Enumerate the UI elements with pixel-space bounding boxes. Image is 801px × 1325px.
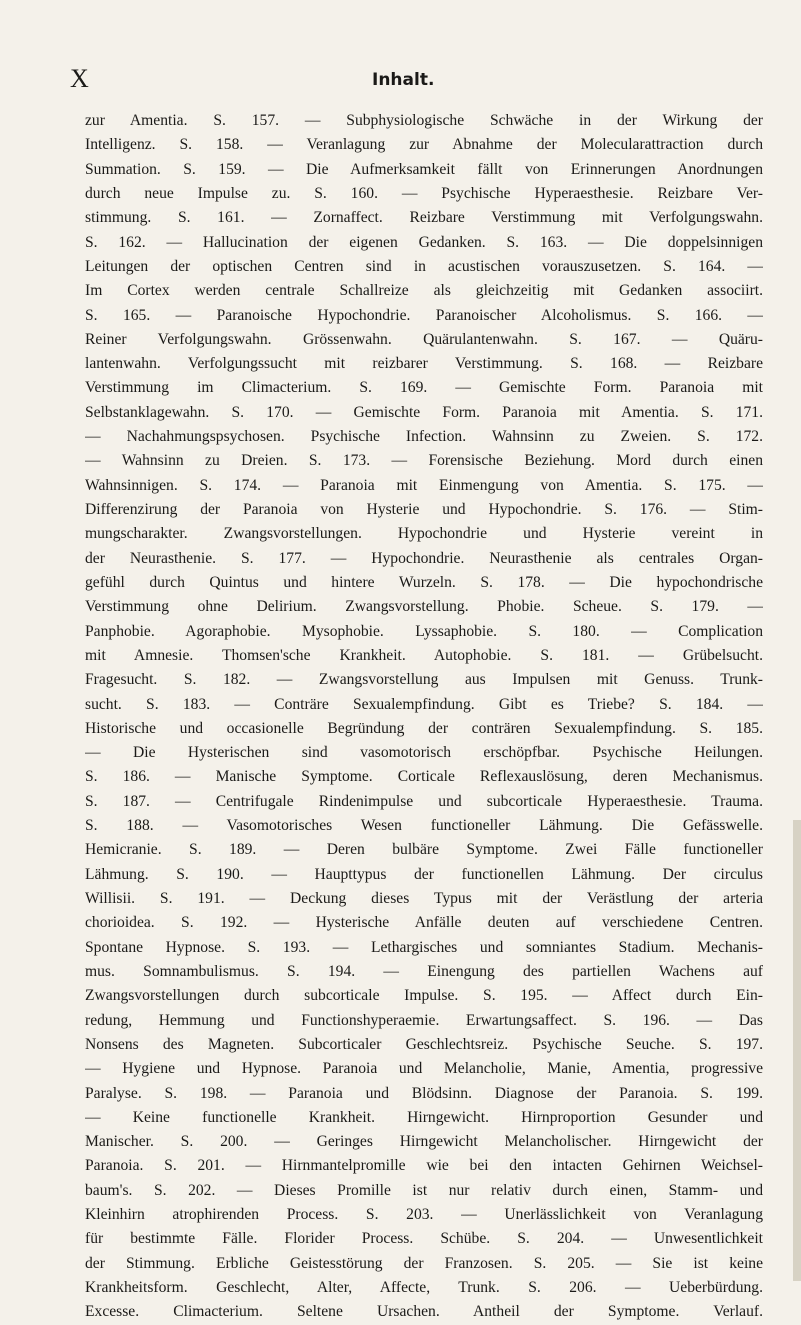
text-line: redung, Hemmung und Functionshyperaemie. Erwartungsaffect. S. 196. — Das bbox=[85, 1011, 763, 1029]
text-line: mus. Somnambulismus. S. 194. — Einengung des partiellen Wachens auf bbox=[85, 962, 763, 980]
text-line: Manischer. S. 200. — Geringes Hirngewicht Melancholischer. Hirngewicht der bbox=[85, 1133, 763, 1151]
text-line: der Neurasthenie. S. 177. — Hypochondrie. Neurasthenie als centrales Organ- bbox=[85, 549, 763, 567]
running-title: Inhalt. bbox=[372, 70, 435, 90]
text-line: Reiner Verfolgungswahn. Grössenwahn. Quärulantenwahn. S. 167. — Quäru- bbox=[85, 330, 763, 348]
text-line: Spontane Hypnose. S. 193. — Lethargisches und somniantes Stadium. Mechanis- bbox=[85, 938, 763, 956]
text-line: baum's. S. 202. — Dieses Promille ist nur relativ durch einen, Stamm- und bbox=[85, 1181, 763, 1199]
text-line: S. 162. — Hallucination der eigenen Gedanken. S. 163. — Die doppelsinnigen bbox=[85, 233, 763, 251]
text-line: Differenzirung der Paranoia von Hysterie und Hypochondrie. S. 176. — Stim- bbox=[85, 501, 763, 518]
text-line: zur Amentia. S. 157. — Subphysiologische Schwäche in der Wirkung der bbox=[85, 112, 763, 129]
text-line: Verstimmung ohne Delirium. Zwangsvorstellung. Phobie. Scheue. S. 179. — bbox=[85, 598, 763, 616]
text-line: — Die Hysterischen sind vasomotorisch erschöpfbar. Psychische Heilungen. bbox=[85, 744, 763, 762]
text-line: Verstimmung im Climacterium. S. 169. — Gemischte Form. Paranoia mit bbox=[85, 379, 763, 397]
text-line: Kleinhirn atrophirenden Process. S. 203. — Unerlässlichkeit von Veranlagung bbox=[85, 1206, 763, 1224]
text-line: Fragesucht. S. 182. — Zwangsvorstellung aus Impulsen mit Genuss. Trunk- bbox=[85, 671, 763, 689]
text-line: S. 187. — Centrifugale Rindenimpulse und subcorticale Hyperaesthesie. Trauma. bbox=[85, 792, 763, 810]
text-line: Excesse. Climacterium. Seltene Ursachen. Antheil der Symptome. Verlauf. bbox=[85, 1303, 763, 1321]
text-line: Paranoia. S. 201. — Hirnmantelpromille wie bei den intacten Gehirnen Weichsel- bbox=[85, 1157, 763, 1175]
text-line: — Wahnsinn zu Dreien. S. 173. — Forensische Beziehung. Mord durch einen bbox=[85, 452, 763, 470]
text-line: sucht. S. 183. — Conträre Sexualempfindung. Gibt es Triebe? S. 184. — bbox=[85, 695, 763, 713]
text-line: Paralyse. S. 198. — Paranoia und Blödsinn. Diagnose der Paranoia. S. 199. bbox=[85, 1084, 763, 1102]
text-line: durch neue Impulse zu. S. 160. — Psychische Hyperaesthesie. Reizbare Ver- bbox=[85, 184, 763, 202]
text-line: mit Amnesie. Thomsen'sche Krankheit. Autophobie. S. 181. — Grübelsucht. bbox=[85, 646, 763, 664]
text-line: Summation. S. 159. — Die Aufmerksamkeit fällt von Erinnerungen Anordnungen bbox=[85, 160, 763, 178]
text-line: S. 186. — Manische Symptome. Corticale Reflexauslösung, deren Mechanismus. bbox=[85, 768, 763, 786]
page-number: X bbox=[70, 64, 90, 93]
text-line: Wahnsinnigen. S. 174. — Paranoia mit Einmengung von Amentia. S. 175. — bbox=[85, 476, 763, 494]
text-line: lantenwahn. Verfolgungssucht mit reizbarer Verstimmung. S. 168. — Reizbare bbox=[85, 355, 763, 373]
text-line: Panphobie. Agoraphobie. Mysophobie. Lyssaphobie. S. 180. — Complication bbox=[85, 622, 763, 640]
text-line: Willisii. S. 191. — Deckung dieses Typus mit der Verästlung der arteria bbox=[85, 890, 763, 907]
page-header bbox=[0, 64, 801, 94]
text-line: chorioidea. S. 192. — Hysterische Anfälle deuten auf verschiedene Centren. bbox=[85, 914, 763, 932]
text-line: — Keine functionelle Krankheit. Hirngewicht. Hirnproportion Gesunder und bbox=[85, 1108, 763, 1126]
text-line: Hemicranie. S. 189. — Deren bulbäre Symptome. Zwei Fälle functioneller bbox=[85, 841, 763, 859]
text-line: stimmung. S. 161. — Zornaffect. Reizbare Verstimmung mit Verfolgungswahn. bbox=[85, 209, 763, 227]
page-edge-shadow bbox=[793, 820, 801, 1281]
text-line: gefühl durch Quintus und hintere Wurzeln. S. 178. — Die hypochondrische bbox=[85, 573, 763, 591]
text-line: — Nachahmungspsychosen. Psychische Infection. Wahnsinn zu Zweien. S. 172. bbox=[85, 428, 763, 446]
text-line: für bestimmte Fälle. Florider Process. Schübe. S. 204. — Unwesentlichkeit bbox=[85, 1230, 763, 1248]
text-line: S. 165. — Paranoische Hypochondrie. Paranoischer Alcoholismus. S. 166. — bbox=[85, 306, 763, 324]
text-line: S. 188. — Vasomotorisches Wesen functioneller Lähmung. Die Gefässwelle. bbox=[85, 817, 763, 835]
text-line: — Hygiene und Hypnose. Paranoia und Melancholie, Manie, Amentia, progressive bbox=[85, 1060, 763, 1078]
text-line: mungscharakter. Zwangsvorstellungen. Hypochondrie und Hysterie vereint in bbox=[85, 525, 763, 543]
text-line: Nonsens des Magneten. Subcorticaler Geschlechtsreiz. Psychische Seuche. S. 197. bbox=[85, 1035, 763, 1053]
text-line: Leitungen der optischen Centren sind in acustischen vorauszusetzen. S. 164. — bbox=[85, 257, 763, 275]
text-line: Selbstanklagewahn. S. 170. — Gemischte Form. Paranoia mit Amentia. S. 171. bbox=[85, 403, 763, 421]
text-line: Intelligenz. S. 158. — Veranlagung zur Abnahme der Molecularattraction durch bbox=[85, 136, 763, 154]
text-line: Krankheitsform. Geschlecht, Alter, Affecte, Trunk. S. 206. — Ueberbürdung. bbox=[85, 1279, 763, 1296]
text-line: Historische und occasionelle Begründung der conträren Sexualempfindung. S. 185. bbox=[85, 719, 763, 737]
text-line: Zwangsvorstellungen durch subcorticale Impulse. S. 195. — Affect durch Ein- bbox=[85, 987, 763, 1005]
contents-text bbox=[85, 109, 763, 1325]
text-line: Im Cortex werden centrale Schallreize als gleichzeitig mit Gedanken associirt. bbox=[85, 282, 763, 300]
text-line: Lähmung. S. 190. — Haupttypus der functionellen Lähmung. Der circulus bbox=[85, 865, 763, 883]
text-line: der Stimmung. Erbliche Geistesstörung der Franzosen. S. 205. — Sie ist keine bbox=[85, 1254, 763, 1272]
